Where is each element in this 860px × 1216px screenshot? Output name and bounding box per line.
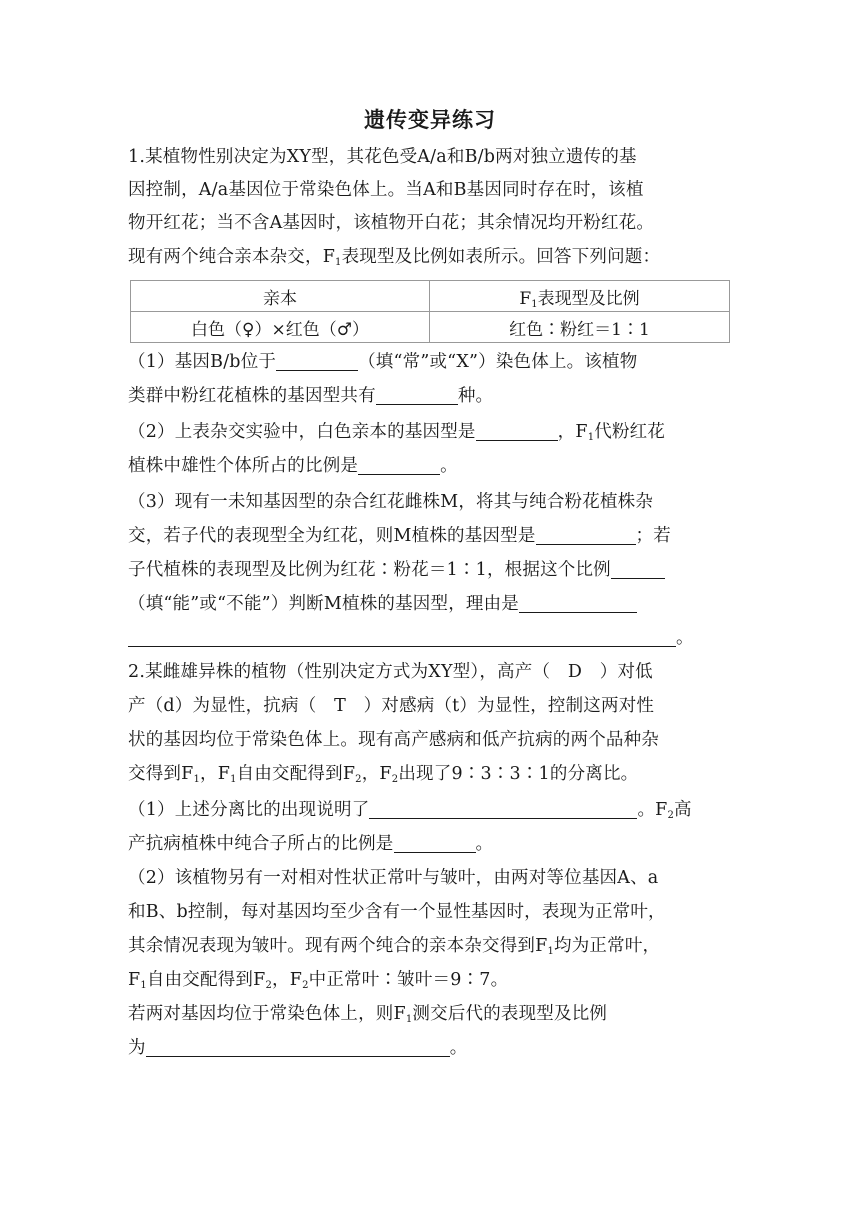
q1-part1-line-2 — [128, 379, 738, 413]
answer-blank[interactable] — [476, 418, 558, 441]
text: 交，若子代的表现型全为红花，则M植株的基因型是 — [128, 526, 536, 546]
text: 出现了9∶3∶3∶1的分离比。 — [398, 764, 639, 784]
subscript: 2 — [265, 980, 273, 991]
q2-line-1: 2.某雌雄异株的植物（性别决定方式为XY型），高产（ D ）对低 — [128, 662, 653, 682]
answer-blank[interactable] — [536, 522, 636, 545]
answer-blank[interactable] — [376, 382, 458, 405]
text: 自由交配得到F — [236, 764, 356, 784]
subscript: 1 — [405, 1014, 413, 1025]
q2-part2-line-5 — [128, 997, 738, 1031]
q2-part1-line-1 — [128, 793, 738, 827]
subscript: 1 — [193, 774, 201, 785]
text: （1）基因B/b位于 — [128, 352, 277, 372]
q1-part2-line-2 — [128, 449, 738, 483]
answer-blank[interactable] — [276, 348, 358, 371]
text: ，F — [557, 422, 588, 442]
text: F — [519, 288, 532, 309]
cross-table — [130, 280, 730, 343]
text: ，F — [272, 970, 303, 990]
text: （1）上述分离比的出现说明了 — [128, 800, 370, 820]
q2-part2-line-2: 和B、b控制，每对基因均至少含有一个显性基因时，表现为正常叶， — [128, 902, 666, 922]
answer-blank[interactable] — [369, 796, 637, 819]
q1-part2-line-1 — [128, 415, 738, 449]
text: 。 — [676, 628, 694, 648]
q1-part3-line-5 — [128, 621, 738, 655]
q2-part2-line-6 — [128, 1031, 738, 1065]
answer-blank[interactable] — [519, 590, 637, 613]
q1-line-4 — [128, 240, 738, 274]
subscript: 2 — [667, 810, 675, 821]
q1-part3-line-1: （3）现有一未知基因型的杂合红花雌株M，将其与纯合粉花植株杂 — [128, 492, 654, 512]
text: F — [128, 970, 141, 990]
subscript: 2 — [302, 980, 309, 991]
q2-line-2: 产（d）为显性，抗病（ T ）对感病（t）为显性，控制这两对性 — [128, 696, 655, 716]
table-cell-parents: 白色（♀）×红色（♂） — [131, 312, 430, 343]
subscript: 1 — [335, 257, 342, 268]
table-row — [131, 312, 730, 343]
q1-line-3: 物开红花；当不含A基因时，该植物开白花；其余情况均开粉红花。 — [128, 213, 655, 233]
answer-blank[interactable] — [146, 1034, 450, 1057]
q2-part2-line-3 — [128, 929, 738, 963]
text: 为 — [128, 1038, 146, 1058]
subscript: 1 — [140, 980, 147, 991]
text: （填“能”或“不能”）判断M植株的基因型，理由是 — [128, 594, 520, 614]
text: 均为正常叶， — [554, 936, 661, 956]
subscript: 2 — [391, 774, 399, 785]
text: 植株中雄性个体所占的比例是 — [128, 456, 359, 476]
q1-line-1: 1.某植物性别决定为XY型，其花色受A/a和B/b两对独立遗传的基 — [128, 147, 637, 167]
text: ；若 — [635, 526, 671, 546]
text: 中正常叶∶皱叶＝9∶7。 — [308, 970, 509, 990]
subscript: 2 — [355, 774, 362, 785]
text: ，F — [200, 764, 231, 784]
text: 自由交配得到F — [146, 970, 266, 990]
text: 现有两个纯合亲本杂交，F — [128, 247, 336, 267]
answer-blank[interactable] — [128, 624, 676, 647]
answer-blank[interactable] — [358, 452, 440, 475]
text: （填“常”或“X”）染色体上。该植物 — [358, 352, 638, 372]
text: （2）上表杂交实验中，白色亲本的基因型是 — [128, 422, 476, 442]
text: 类群中粉红花植株的基因型共有 — [128, 386, 376, 406]
text: 。 — [440, 456, 458, 476]
text: 高 — [674, 800, 692, 820]
text: 测交后代的表现型及比例 — [412, 1004, 608, 1024]
q1-part3-line-4 — [128, 587, 738, 621]
text: 交得到F — [128, 764, 194, 784]
q2-part2-line-4 — [128, 963, 738, 997]
text: 代粉红花 — [594, 422, 666, 442]
table-header-parents: 亲本 — [131, 281, 430, 312]
subscript: 1 — [587, 432, 595, 443]
page-title: 遗传变异练习 — [364, 108, 496, 132]
q1-part3-line-3 — [128, 553, 738, 587]
subscript: 1 — [531, 298, 538, 310]
q2-part2-line-1: （2）该植物另有一对相对性状正常叶与皱叶，由两对等位基因A、a — [128, 868, 659, 888]
table-header-row — [131, 281, 730, 312]
q2-part1-line-2 — [128, 827, 738, 861]
text: 表现型及比例如表所示。回答下列问题： — [341, 247, 661, 267]
q2-line-4 — [128, 757, 738, 791]
text: 。 — [449, 1038, 468, 1058]
text: ，F — [361, 764, 392, 784]
text: 产抗病植株中纯合子所占的比例是 — [128, 834, 394, 854]
answer-blank[interactable] — [611, 556, 665, 579]
q1-part3-line-2 — [128, 519, 738, 553]
q2-line-3: 状的基因均位于常染色体上。现有高产感病和低产抗病的两个品种杂 — [128, 730, 659, 750]
q1-line-2: 因控制，A/a基因位于常染色体上。当A和B基因同时存在时，该植 — [128, 180, 644, 200]
subscript: 1 — [547, 946, 555, 957]
text: 表现型及比例 — [537, 288, 640, 309]
table-header-f1 — [430, 281, 730, 312]
q1-part1-line-1 — [128, 345, 738, 379]
text: 其余情况表现为皱叶。现有两个纯合的亲本杂交得到F — [128, 936, 548, 956]
text: 子代植株的表现型及比例为红花∶粉花＝1∶1，根据这个比例 — [128, 560, 611, 580]
text: 。F — [637, 800, 668, 820]
answer-blank[interactable] — [394, 830, 476, 853]
text: 若两对基因均位于常染色体上，则F — [128, 1004, 406, 1024]
table-cell-f1: 红色∶粉红＝1∶1 — [430, 312, 730, 343]
subscript: 1 — [230, 774, 237, 785]
text: 。 — [475, 834, 494, 854]
text: 种。 — [457, 386, 494, 406]
